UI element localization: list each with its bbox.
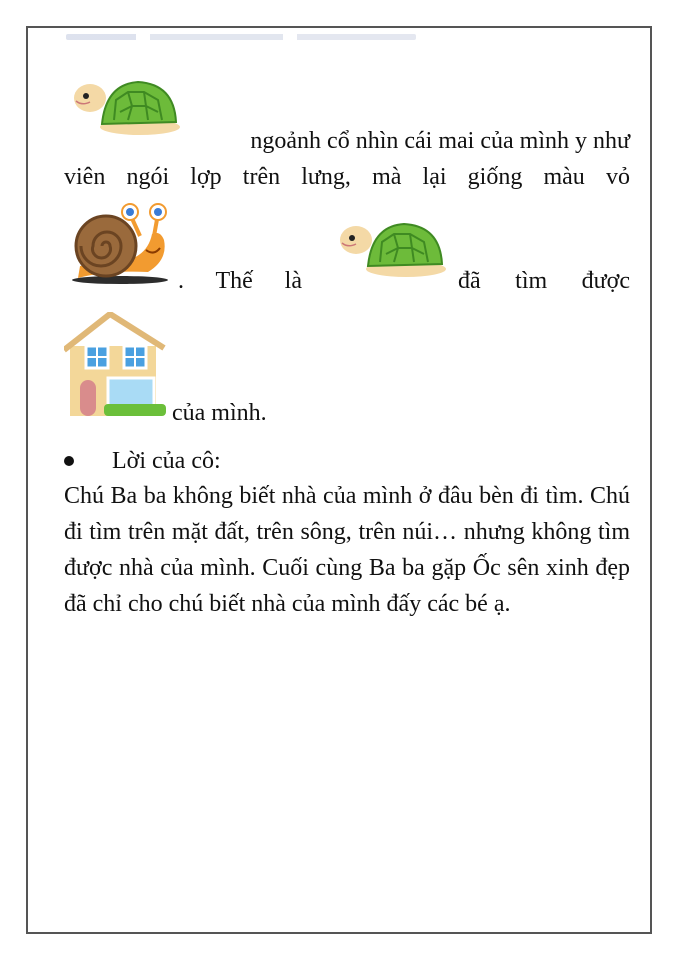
word: ngói	[126, 164, 170, 190]
bullet-icon	[64, 456, 74, 466]
story-line-2	[64, 162, 630, 192]
word: viên	[64, 164, 106, 190]
story-line-1: ngoảnh cổ nhìn cái mai của mình y như	[250, 128, 630, 154]
word: giống	[467, 164, 523, 190]
word: mà	[372, 164, 402, 190]
word: vỏ	[605, 164, 630, 190]
word: trên	[242, 164, 281, 190]
story-line-3-dot: . Thế là	[178, 268, 302, 294]
faded-header	[66, 34, 416, 40]
word: lại	[422, 164, 447, 190]
word: lưng,	[301, 164, 351, 190]
house-icon	[64, 312, 170, 418]
story-line-4: của mình.	[172, 400, 267, 426]
turtle-icon	[336, 222, 450, 280]
teacher-paragraph: Chú Ba ba không biết nhà của mình ở đâu bèn đi tìm. Chú đi tìm trên mặt đất, trên sông, trên núi… nhưng không tìm được nhà của mình. Cuối cùng Ba ba gặp Ốc sên xinh đẹp đã chỉ cho chú biết nhà của mình đấy các bé ạ.	[64, 483, 630, 617]
turtle-icon	[70, 80, 184, 138]
word: màu	[543, 164, 585, 190]
story-line-3-found: đã tìm được	[458, 268, 630, 294]
word: lợp	[190, 164, 222, 190]
teacher-heading: Lời của cô:	[112, 448, 221, 474]
snail-icon	[68, 200, 172, 286]
